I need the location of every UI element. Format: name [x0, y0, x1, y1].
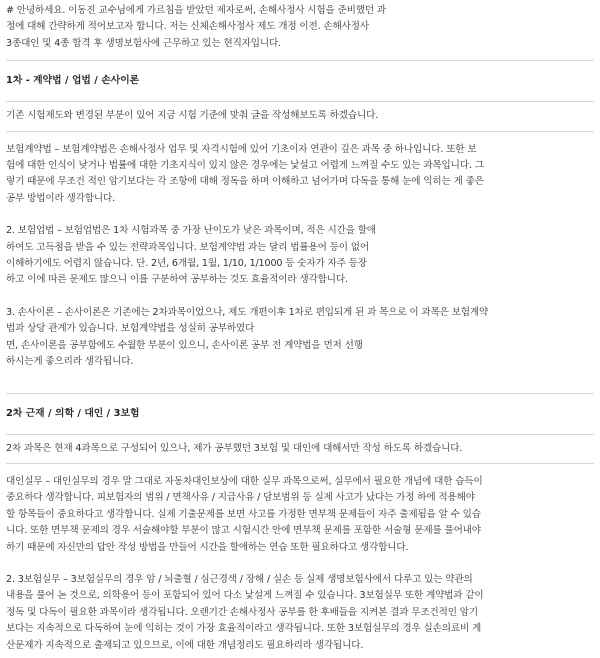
section-2-heading: 2차 근재 / 의학 / 대인 / 3보험: [6, 407, 140, 419]
text-line: 하고 이에 따른 문제도 많으니 이를 구분하여 공부하는 것도 효율적이라 생각합니다.: [6, 274, 348, 286]
text-line: 공부 방법이라 생각합니다.: [6, 192, 115, 204]
intro-line: 정에 대해 간략하게 적어보고자 합니다. 저는 신체손해사정사 제도 개정 이전. 손해사정사: [6, 21, 370, 33]
text-line: 대인실무 – 대인실무의 경우 말 그대로 자동차대인보상에 대한 실무 과목으로써, 실무에서 필요한 개념에 대한 습득이: [6, 475, 483, 487]
section-1-heading: 1차 - 계약법 / 업법 / 손사이론: [6, 75, 140, 87]
text-line: 니다. 또한 면부책 문제의 경우 서술해야할 부분이 많고 시험시간 안에 면부책 문제를 포함한 서술형 문제를 풀어내야: [6, 525, 481, 537]
text-line: 보험계약법 – 보험계약법은 손해사정사 업무 및 자격시험에 있어 기초이자 연관이 깊은 과목 중 하나입니다. 또한 보: [6, 143, 477, 155]
section-1-intro: 기존 시험제도와 변경된 부분이 있어 지금 시험 기준에 맞춰 글을 작성해보도록 하겠습니다.: [6, 110, 379, 122]
text-line: 3. 손사이론 – 손사이론은 기존에는 2차과목이었으나, 제도 개편이후 1차로 편입되게 된 과 목으로 이 과목은 보험계약: [6, 306, 489, 318]
text-line: 면, 손사이론을 공부함에도 수월한 부분이 있으니, 손사이론 공부 전 계약법을 먼저 선행: [6, 339, 363, 351]
text-line: 산문제가 지속적으로 출제되고 있으므로, 이에 대한 개념정리도 필요하리라 생각됩니다.: [6, 639, 364, 651]
section-1-paragraph-1: [6, 142, 594, 208]
intro-line: # 안녕하세요. 이동진 교수님에게 가르침을 받았던 제자로써, 손해사정사 시험을 준비했던 과: [6, 5, 387, 16]
text-line: 하기 때문에 자신만의 답안 작성 방법을 만들어 시간을 할애하는 연습 또한 필요하다고 생각합니다.: [6, 541, 409, 553]
text-line: 하시는게 좋으리라 생각됩니다.: [6, 356, 134, 368]
text-line: 2. 3보험실무 – 3보험실무의 경우 암 / 뇌출혈 / 심근경색 / 장해 / 실손 등 실제 생명보험사에서 다루고 있는 약관의: [6, 573, 473, 585]
text-line: 내용을 풀어 논 것으로, 의학용어 등이 포함되어 있어 다소 낯설게 느껴질 수 있습니다. 3보험실무 또한 계약법과 같이: [6, 590, 484, 602]
text-line: 이해하기에도 어렵지 않습니다. 단. 2년, 6개월, 1월, 1/10, 1/1000 등 숫자가 자주 등장: [6, 258, 367, 270]
section-2-paragraph-1: [6, 474, 594, 556]
text-line: 할 항목들이 중요하다고 생각합니다. 실제 기출문제를 보면 사고를 가정한 면부책 문제들이 자주 출제됨을 알 수 있습: [6, 508, 481, 520]
text-line: 정독 및 다독이 필요한 과목이라 생각됩니다. 오랜기간 손해사정사 공부를 한 후배들을 지켜본 결과 무조건적인 암기: [6, 606, 479, 618]
text-line: 2. 보험업법 – 보험업법은 1차 시험과목 중 가장 난이도가 낮은 과목이며, 적은 시간을 할애: [6, 225, 377, 237]
text-line: 험에 대한 인식이 낮거나 법률에 대한 기초지식이 있지 않은 경우에는 낯설고 어렵게 느껴질 수도 있는 과목입니다. 그: [6, 160, 484, 172]
intro-block: [6, 3, 594, 52]
section-1-paragraph-2: [6, 223, 594, 289]
text-line: 중요하다 생각합니다. 피보험자의 범위 / 면책사유 / 지급사유 / 담보범위 등 실제 사고가 났다는 가정 하에 적용해야: [6, 492, 475, 504]
text-line: 하여도 고득점을 받을 수 있는 전략과목입니다. 보험계약법 과는 달리 법률용어 등이 없어: [6, 241, 370, 253]
section-1-paragraph-3: [6, 305, 594, 371]
text-line: 법과 상당 관계가 있습니다. 보험계약법을 성실히 공부하였다: [6, 323, 255, 335]
section-2-intro: 2차 과목은 현재 4과목으로 구성되어 있으나, 제가 공부했던 3보험 및 대인에 대해서만 작성 하도록 하겠습니다.: [6, 442, 463, 454]
text-line: 보다는 지속적으로 다독하여 눈에 익히는 것이 가장 효율적이라고 생각됩니다. 또한 3보험실무의 경우 실손의료비 계: [6, 623, 482, 635]
text-line: 렇기 때문에 무조건 적인 암기보다는 각 조항에 대해 정독을 하며 이해하고 넘어가며 다독을 통해 눈에 익히는 게 좋은: [6, 176, 484, 188]
intro-line: 3종대인 및 4종 합격 후 생명보험사에 근무하고 있는 현직자입니다.: [6, 37, 282, 49]
section-2-paragraph-2: [6, 572, 594, 654]
